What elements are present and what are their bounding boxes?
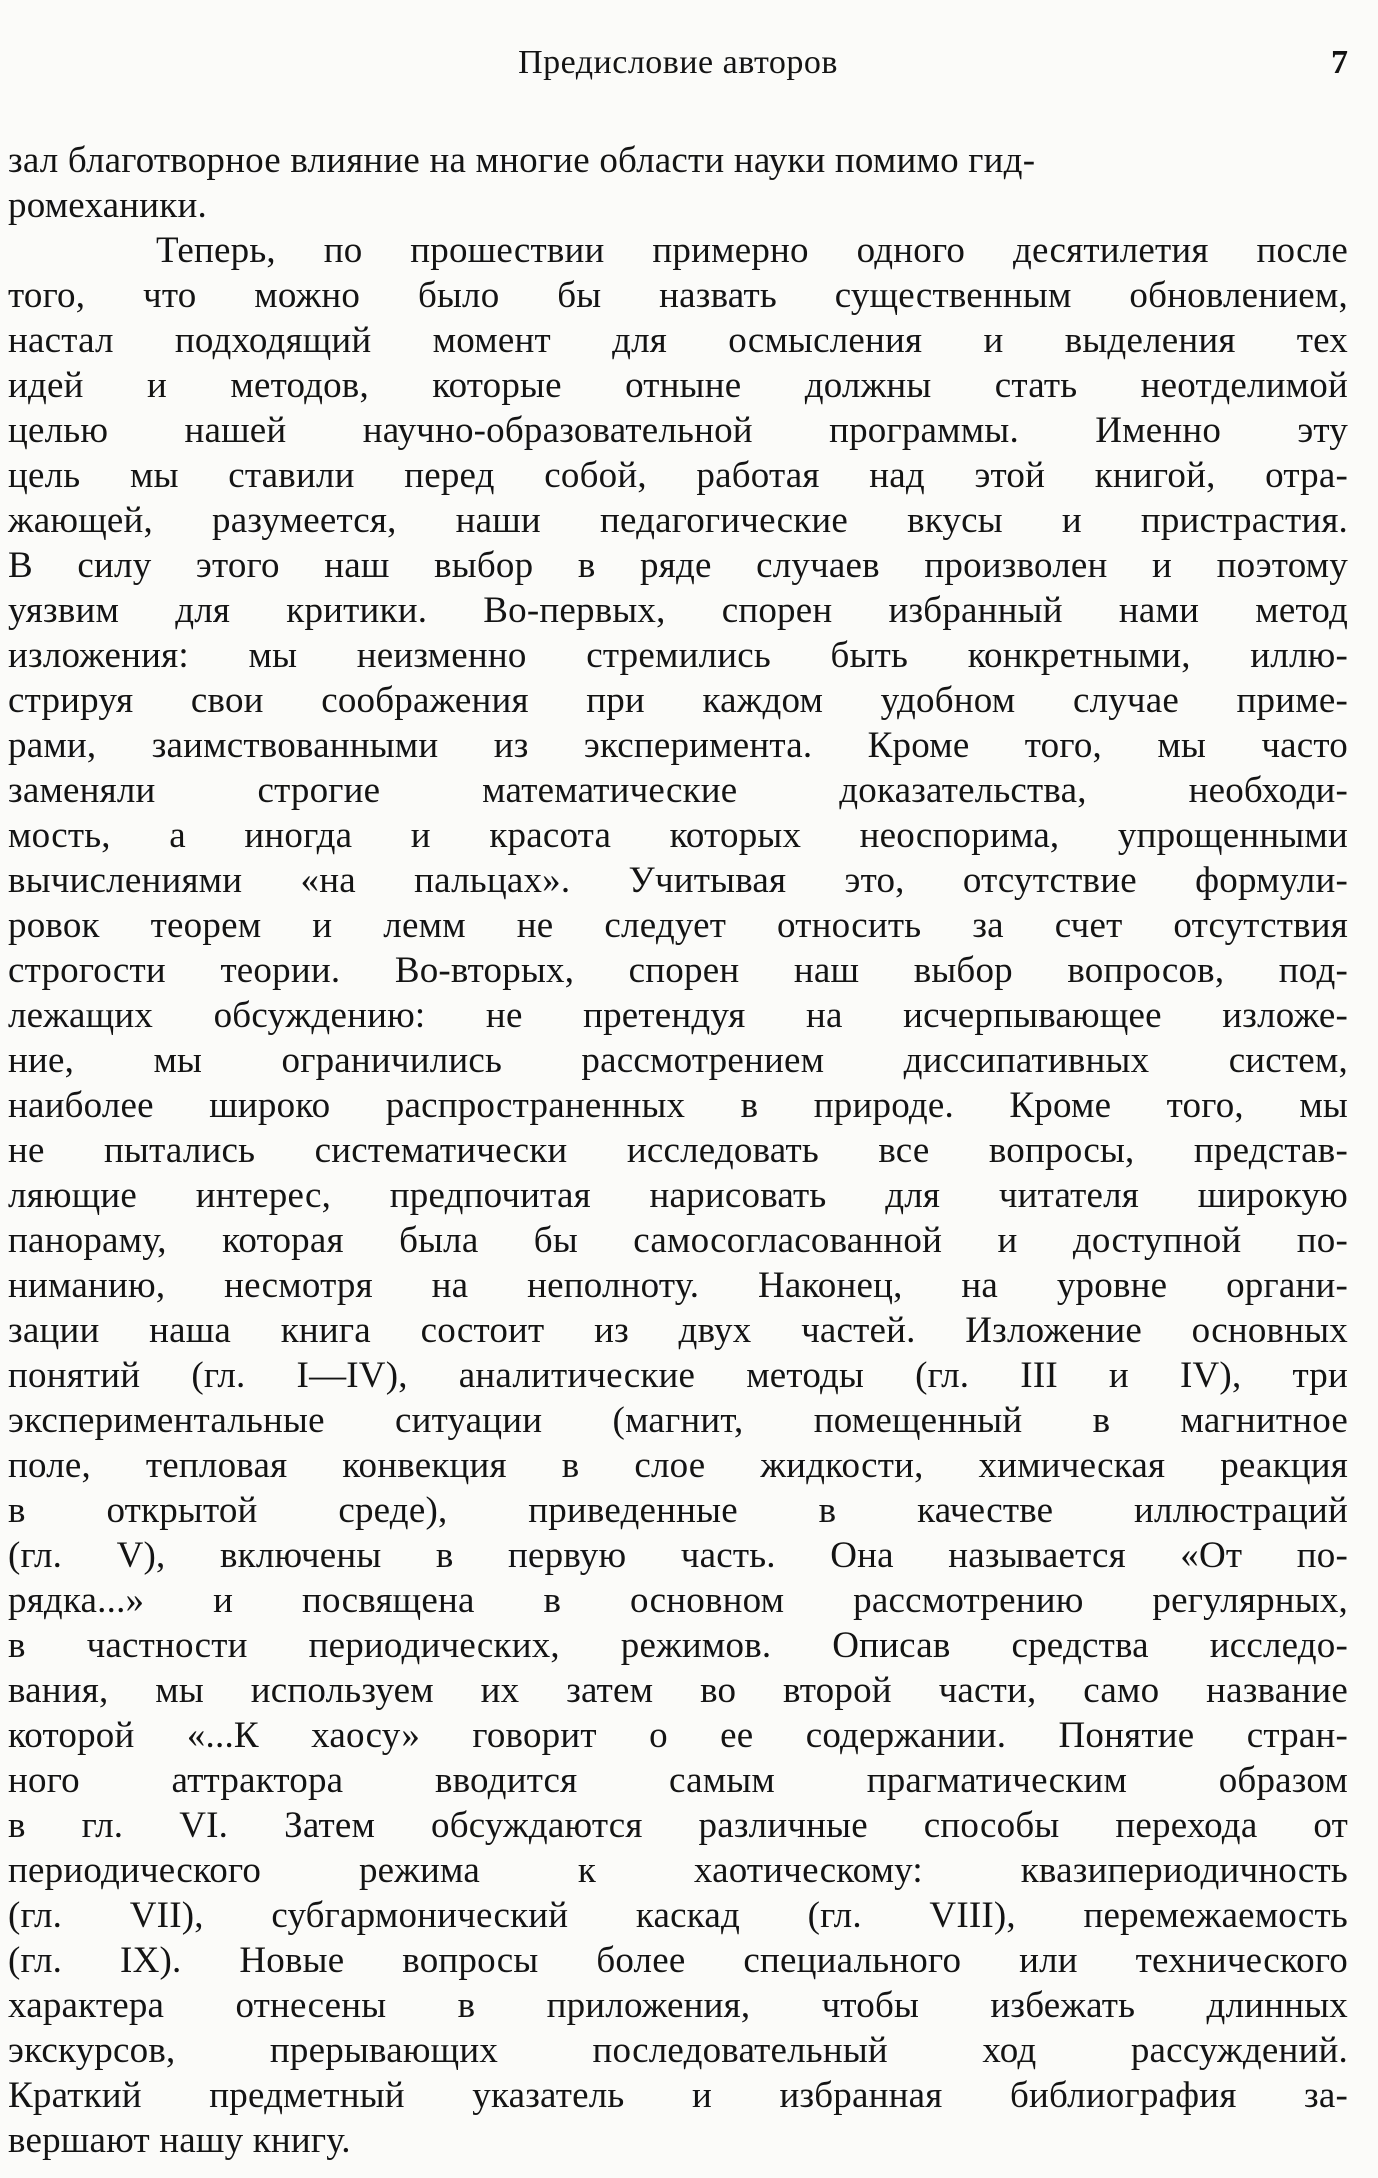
text-line: В силу этого наш выбор в ряде случаев произволен и поэтому [8, 545, 1348, 586]
running-head [8, 44, 1348, 94]
text-line: (гл. VII), субгармонический каскад (гл. VIII), перемежаемость [8, 1895, 1348, 1936]
text-line: целью нашей научно-образовательной программы. Именно эту [8, 410, 1348, 451]
text-line: Краткий предметный указатель и избранная библиография за- [8, 2075, 1348, 2116]
text-line: ровок теорем и лемм не следует относить за счет отсутствия [8, 905, 1348, 946]
text-line: понятий (гл. I—IV), аналитические методы (гл. III и IV), три [8, 1355, 1348, 1396]
text-line: панораму, которая была бы самосогласованной и доступной по- [8, 1220, 1348, 1261]
text-line: вершают нашу книгу. [8, 2120, 351, 2161]
text-line: Теперь, по прошествии примерно одного десятилетия после [156, 230, 1348, 271]
text-line: рами, заимствованными из эксперимента. Кроме того, мы часто [8, 725, 1348, 766]
text-line: экспериментальные ситуации (магнит, помещенный в магнитное [8, 1400, 1348, 1441]
text-line: (гл. V), включены в первую часть. Она называется «От по- [8, 1535, 1348, 1576]
text-line: того, что можно было бы назвать существенным обновлением, [8, 275, 1348, 316]
text-line: настал подходящий момент для осмысления и выделения тех [8, 320, 1348, 361]
text-line: ромеханики. [8, 185, 207, 226]
text-line: рядка...» и посвящена в основном рассмотрению регулярных, [8, 1580, 1348, 1621]
text-line: (гл. IX). Новые вопросы более специального или технического [8, 1940, 1349, 1981]
text-line: ние, мы ограничились рассмотрением диссипативных систем, [8, 1040, 1348, 1081]
text-line: жающей, разумеется, наши педагогические вкусы и пристрастия. [8, 500, 1348, 541]
text-line: ного аттрактора вводится самым прагматическим образом [8, 1760, 1348, 1801]
text-line: вычислениями «на пальцах». Учитывая это, отсутствие формули- [8, 860, 1348, 901]
text-line: ниманию, несмотря на неполноту. Наконец, на уровне органи- [8, 1265, 1348, 1306]
text-line: экскурсов, прерывающих последовательный ход рассуждений. [8, 2030, 1348, 2071]
text-line: не пытались систематически исследовать все вопросы, представ- [8, 1130, 1348, 1171]
text-line: строгости теории. Во-вторых, спорен наш выбор вопросов, под- [8, 950, 1348, 991]
text-line: в гл. VI. Затем обсуждаются различные способы перехода от [8, 1805, 1348, 1846]
text-line: вания, мы используем их затем во второй части, само название [8, 1670, 1348, 1711]
text-line: цель мы ставили перед собой, работая над этой книгой, отра- [8, 455, 1348, 496]
text-line: характера отнесены в приложения, чтобы избежать длинных [8, 1985, 1348, 2026]
page-number: 7 [1331, 44, 1348, 81]
text-line: ляющие интерес, предпочитая нарисовать для читателя широкую [8, 1175, 1348, 1216]
text-line: зации наша книга состоит из двух частей. Изложение основных [8, 1310, 1348, 1351]
text-line: уязвим для критики. Во-первых, спорен избранный нами метод [8, 590, 1348, 631]
text-line: лежащих обсуждению: не претендуя на исчерпывающее изложе- [8, 995, 1348, 1036]
text-line: изложения: мы неизменно стремились быть конкретными, иллю- [8, 635, 1348, 676]
text-line: которой «...К хаосу» говорит о ее содержании. Понятие стран- [8, 1715, 1348, 1756]
text-line: в открытой среде), приведенные в качестве иллюстраций [8, 1490, 1348, 1531]
text-line: поле, тепловая конвекция в слое жидкости, химическая реакция [8, 1445, 1348, 1486]
text-line: периодического режима к хаотическому: квазипериодичность [8, 1850, 1348, 1891]
running-title: Предисловие авторов [518, 44, 838, 81]
text-line: идей и методов, которые отныне должны стать неотделимой [8, 365, 1348, 406]
body-text [8, 138, 1348, 2163]
text-line: в частности периодических, режимов. Описав средства исследо- [8, 1625, 1348, 1666]
text-line: мость, а иногда и красота которых неоспорима, упрощенными [8, 815, 1348, 856]
text-line: заменяли строгие математические доказательства, необходи- [8, 770, 1348, 811]
text-line: наиболее широко распространенных в природе. Кроме того, мы [8, 1085, 1348, 1126]
text-line: стрируя свои соображения при каждом удобном случае приме- [8, 680, 1348, 721]
text-line: зал благотворное влияние на многие области науки помимо гид- [8, 140, 1036, 181]
